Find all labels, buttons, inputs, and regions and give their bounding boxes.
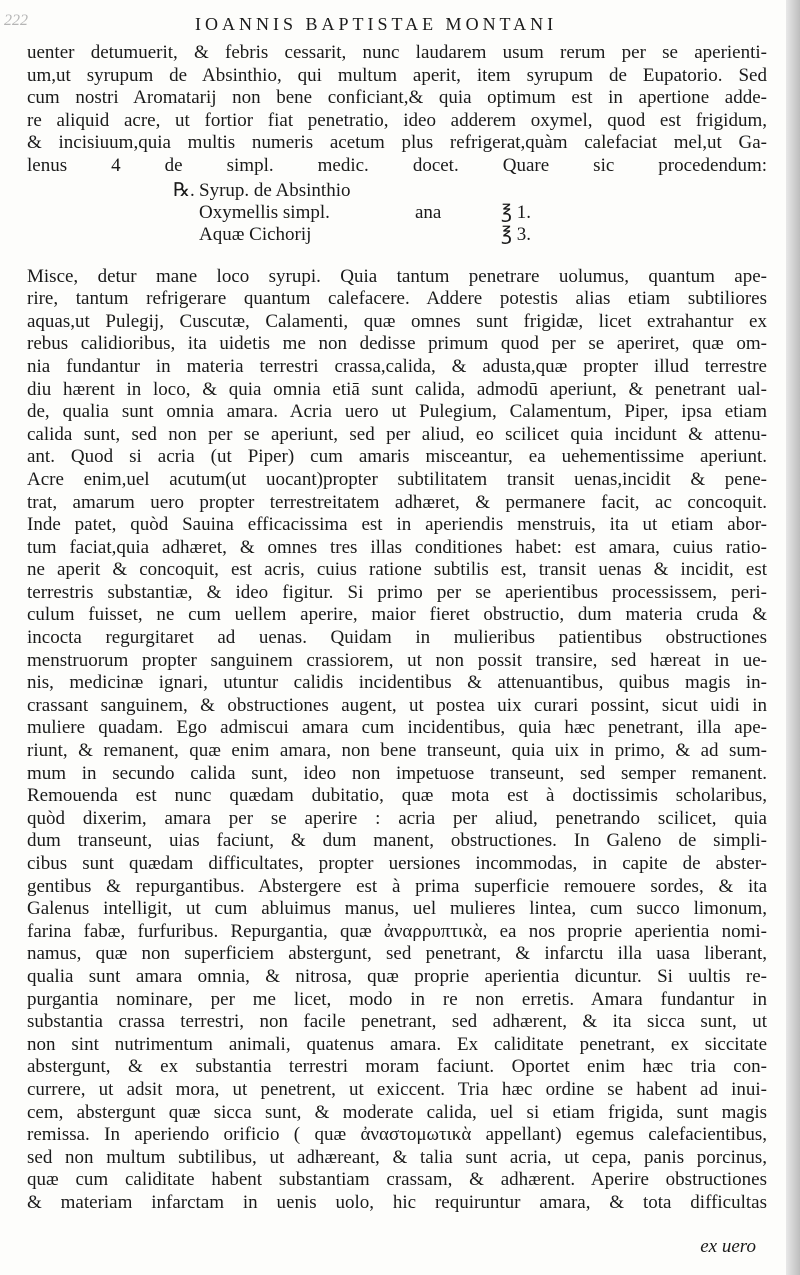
paragraph-opening — [27, 42, 767, 178]
text-line: & incisiuum,quia multis numeris acetum plus refrigerat,quàm calefaciat mel,ut Ga- — [27, 132, 767, 154]
text-line: muliere quadam. Ego admiscui amara cum incidentibus, quia hæc penetrant, illa ape- — [27, 717, 767, 739]
text-line: qualia sunt amara omnia, & nitrosa, quæ proprie aperientia dicuntur. Si uultis re- — [27, 965, 767, 987]
recipe-ingredient: Oxymellis simpl. — [199, 201, 330, 223]
recipe-dose: ℥ 1. — [501, 201, 531, 223]
text-line: lenus 4 de simpl. medic. docet. Quare sic procedendum: — [27, 154, 767, 176]
text-line: ne aperit & concoquit, est acris, cuius ratione subtilis est, transit uenas & incidit, est — [27, 559, 767, 581]
recipe-block — [27, 178, 767, 266]
text-line: Remouenda est nunc quædam dubitatio, quæ mota est à doctissimis scholaribus, — [27, 785, 767, 807]
text-line: dum transeunt, uias faciunt, & dum manent, obstructiones. In Galeno de simpli- — [27, 830, 767, 852]
running-head: IOANNIS BAPTISTAE MONTANI — [195, 14, 558, 34]
text-line: Misce, detur mane loco syrupi. Quia tantum penetrare uolumus, quantum ape- — [27, 265, 767, 287]
main-text — [27, 42, 767, 1215]
text-line: incocta regurgitaret ad uenas. Quidam in mulieribus patientibus obstructiones — [27, 627, 767, 649]
text-line: aquas,ut Pulegij, Cuscutæ, Calamenti, quæ omnes sunt frigidæ, licet extrahantur ex — [27, 310, 767, 332]
text-line: nis, medicinæ ignari, utuntur calidis incidentibus & attenuantibus, quibus magis in- — [27, 672, 767, 694]
text-line: de, qualia sunt omnia amara. Acria uero ut Pulegium, Calamentum, Piper, ipsa etiam — [27, 401, 767, 423]
text-line: trat, amarum uero propter terrestreitatem adhæret, & permanere facit, ac concoquit. — [27, 491, 767, 513]
text-line: um,ut syrupum de Absinthio, qui multum aperit, item syrupum de Eupatorio. Sed — [27, 64, 767, 86]
text-line: farina fabæ, furfuribus. Repurgantia, quæ ἀναρρυπτικὰ, ea nos proprie aperientia nomi- — [27, 920, 767, 942]
text-line: cem, abstergunt quæ sicca sunt, & moderate calida, uel si etiam frigida, sunt magis — [27, 1101, 767, 1123]
recipe-quantity-word: ana — [415, 201, 442, 223]
text-line: & materiam infarctam in uenis uolo, hic requiruntur amara, & tota difficultas — [27, 1191, 767, 1213]
text-line: Galenus intelligit, ut cum abluimus manus, uel mulieres lintea, cum succo limonum, — [27, 898, 767, 920]
paragraph-main — [27, 266, 767, 1215]
text-line: rire, tantum refrigerare quantum calefacere. Addere potestis alias etiam subtiliores — [27, 288, 767, 310]
text-line: nia fundantur in materia terrestri crassa,calida, & adusta,quæ propter illud terrestre — [27, 355, 767, 377]
text-line: remissa. In aperiendo orificio ( quæ ἀναστομωτικὰ appellant) egemus calefacientibus, — [27, 1124, 767, 1146]
text-line: cum nostri Aromatarij non bene conficiant,& quia optimum est in apertione adde- — [27, 87, 767, 109]
text-line: terrestris substantiæ, & ideo figitur. Si primo per se aperientibus processissem, peri- — [27, 581, 767, 603]
text-line: namus, quæ non superficiem abstergunt, sed penetrant, & infarctu illa uasa liberant, — [27, 943, 767, 965]
text-line: mum in secundo calida sunt, ideo non impetuose transeunt, sed semper remanent. — [27, 762, 767, 784]
recipe-dose: ℥ 3. — [501, 223, 531, 245]
text-line: culum fuisset, ne cum uellem aperire, maior fieret obstructio, dum materia cruda & — [27, 604, 767, 626]
catchword: ex uero — [700, 1236, 756, 1257]
page-header — [0, 10, 790, 40]
text-line: crassant sanguinem, & obstructiones augent, ut postea uix curari possint, sicut uidi in — [27, 694, 767, 716]
text-line: purgantia nominare, per me licet, modo in re non erretis. Amara fundantur in — [27, 988, 767, 1010]
text-line: rebus calidioribus, ita uidetis me non dedisse primum quod per se aperiret, quæ om- — [27, 333, 767, 355]
text-line: menstruorum propter sanguinem crassiorem, ut non possit transire, sed hæreat in ue- — [27, 649, 767, 671]
text-line: abstergunt, & ex substantia terrestri moram faciunt. Oportet enim hæc tria con- — [27, 1056, 767, 1078]
recipe-ingredient: Syrup. de Absinthio — [199, 179, 351, 201]
page-binding-shadow — [786, 0, 800, 1275]
text-line: re aliquid acre, ut fortior fiat penetratio, ideo adderem oxymel, quod est frigidum, — [27, 109, 767, 131]
text-line: tum faciat,quia adhæret, & omnes tres illas conditiones habet: est amara, cuius ratio- — [27, 536, 767, 558]
text-line: sed non multum subtilibus, ut adhæreant, & talia sunt acria, ut cepa, panis porcinus, — [27, 1146, 767, 1168]
text-line: Acre enim,uel acutum(ut uocant)propter subtilitatem transit uenas,incidit & pene- — [27, 468, 767, 490]
text-line: calida sunt, sed non per se aperiunt, sed per aliud, eo scilicet quia incidunt & attenu- — [27, 423, 767, 445]
text-line: cibus sunt quædam difficultates, propter uersiones incommodas, in capite de abster- — [27, 853, 767, 874]
text-line: uenter detumuerit, & febris cessarit, nunc laudarem usum rerum per se aperienti- — [27, 42, 767, 63]
text-line: diu hærent in loco, & quia omnia etiā sunt calida, admodū aperiunt, & penetrant ual- — [27, 378, 767, 400]
text-line: gentibus & repurgantibus. Abstergere est à prima superficie remouere sordes, & ita — [27, 875, 767, 897]
rx-symbol: ℞. — [173, 179, 195, 201]
text-line: non sint nutrimentum animali, quatenus amara. Ex caliditate penetrant, ex siccitate — [27, 1033, 767, 1055]
text-line: riunt, & remanent, quæ enim amara, non bene transeunt, quia uix in primo, & ad sum- — [27, 740, 767, 762]
text-line: currere, ut adsit mora, ut penetrent, ut exiccent. Tria hæc ordine se habent ad inui- — [27, 1078, 767, 1100]
text-line: quæ cum caliditate habent substantiam crassam, & adhærent. Aperire obstructiones — [27, 1169, 767, 1191]
text-line: quòd dixerim, amara per se aperire : acria per aliud, penetrando scilicet, quia — [27, 807, 767, 829]
recipe-ingredient: Aquæ Cichorij — [199, 223, 312, 245]
page-number: 222 — [4, 12, 28, 29]
text-line: Inde patet, quòd Sauina efficacissima est in aperiendis menstruis, ita ut etiam abor- — [27, 514, 767, 536]
text-line: substantia crassa terrestri, non facile penetrant, sed adhærent, & ita sicca sunt, ut — [27, 1011, 767, 1033]
text-line: ant. Quod si acria (ut Piper) cum amaris misceantur, ea uehementissime aperiunt. — [27, 446, 767, 468]
